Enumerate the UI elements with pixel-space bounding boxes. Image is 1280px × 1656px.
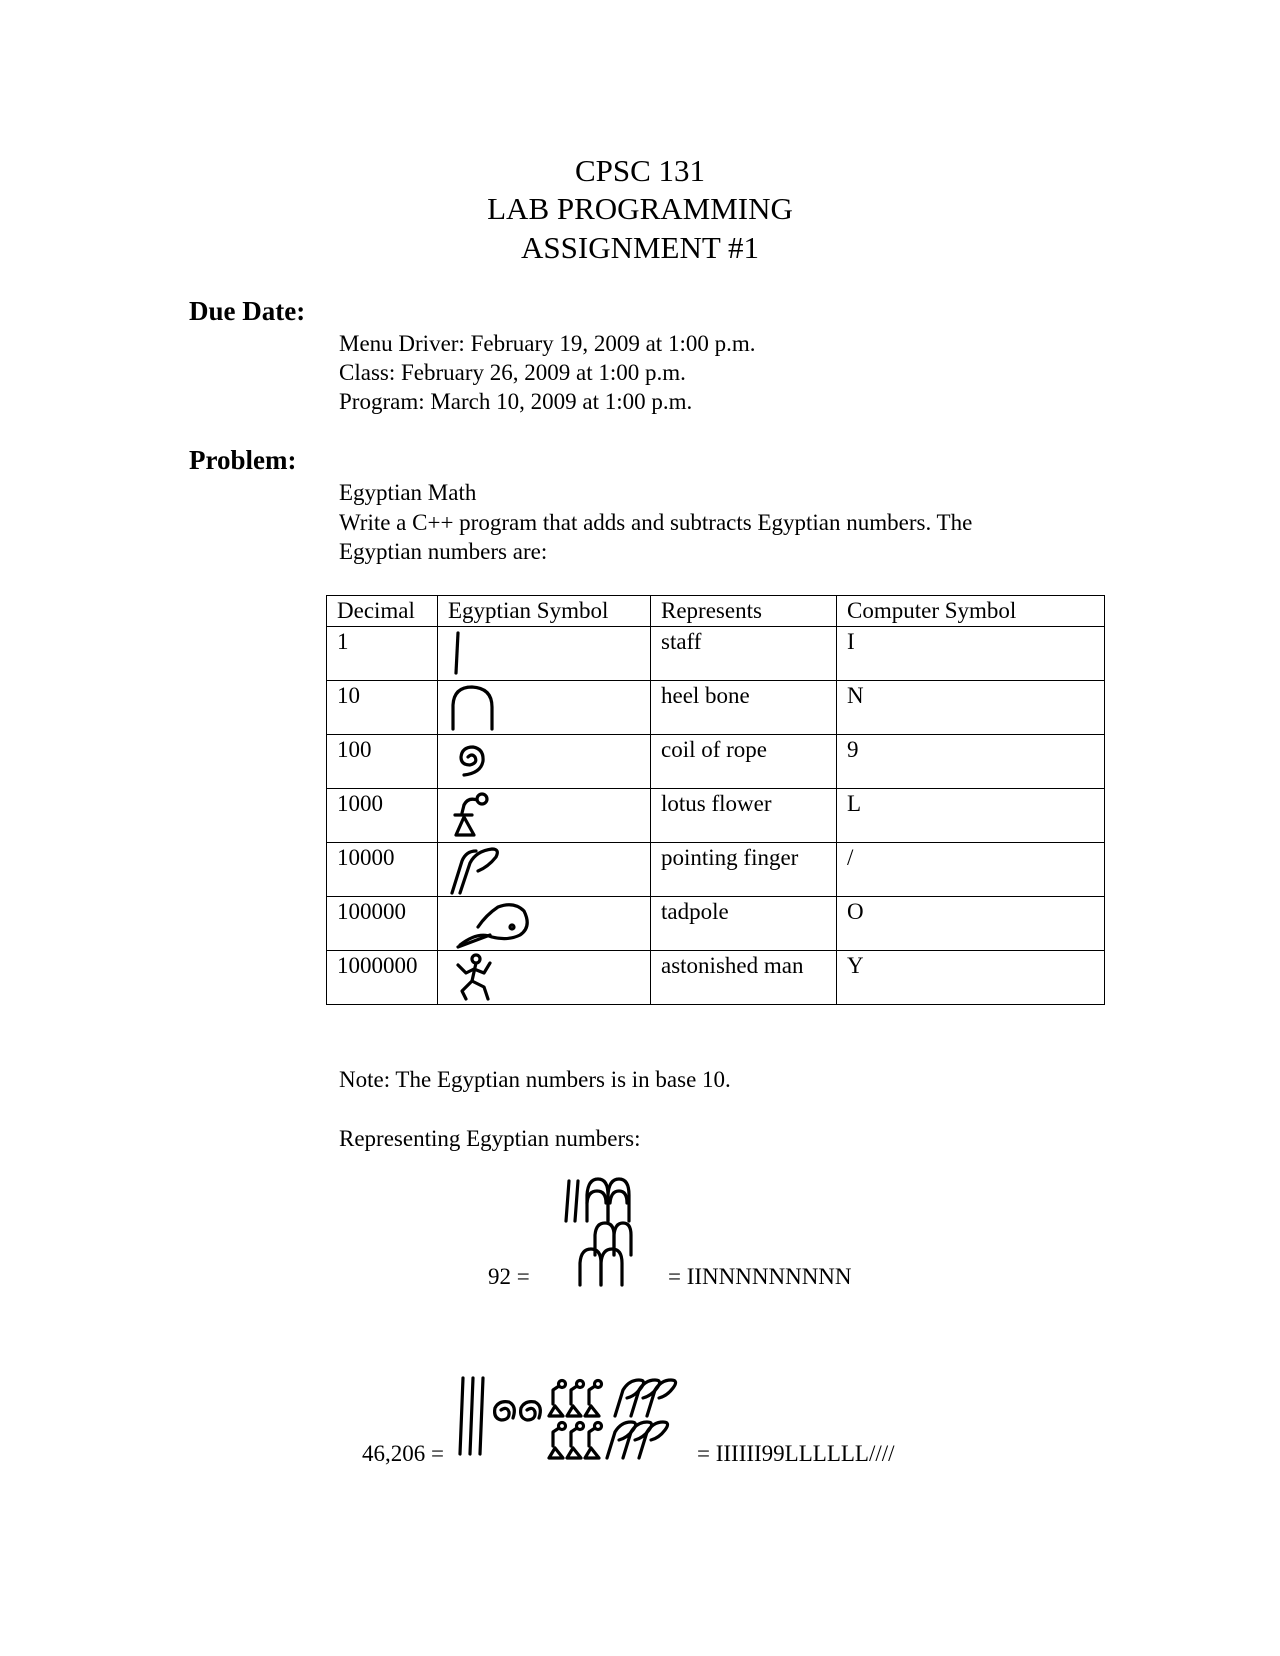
problem-text-line-1: Write a C++ program that adds and subtracts Egyptian numbers. The <box>339 510 973 535</box>
computer-symbol-cell: L <box>837 789 1105 843</box>
column-header: Represents <box>651 596 837 627</box>
decimal-cell: 1000000 <box>327 951 438 1005</box>
problem-text-line-2: Egyptian numbers are: <box>339 539 548 564</box>
problem-subtitle: Egyptian Math <box>339 480 477 505</box>
pointing-finger-icon <box>448 845 508 895</box>
computer-symbol-cell: I <box>837 627 1105 681</box>
example-92-rhs: = IINNNNNNNNN <box>668 1264 852 1289</box>
lotus-flower-icon <box>448 791 508 841</box>
column-header: Egyptian Symbol <box>438 596 651 627</box>
represents-cell: heel bone <box>651 681 837 735</box>
table-row <box>327 735 1105 789</box>
tadpole-icon <box>448 899 538 949</box>
staff-icon <box>448 629 508 679</box>
decimal-cell: 1000 <box>327 789 438 843</box>
due-date-class: Class: February 26, 2009 at 1:00 p.m. <box>339 360 686 385</box>
table-header-row <box>327 596 1105 627</box>
heel-bone-icon <box>448 683 508 733</box>
example-46206-rhs: = IIIIII99LLLLLL//// <box>697 1441 895 1466</box>
computer-symbol-cell: / <box>837 843 1105 897</box>
example-92-lhs: 92 = <box>488 1264 530 1289</box>
due-date-heading: Due Date: <box>189 296 306 326</box>
assignment-title: ASSIGNMENT #1 <box>521 230 759 265</box>
computer-symbol-cell: 9 <box>837 735 1105 789</box>
due-date-program: Program: March 10, 2009 at 1:00 p.m. <box>339 389 693 414</box>
computer-symbol-cell: Y <box>837 951 1105 1005</box>
decimal-cell: 1 <box>327 627 438 681</box>
representing-heading: Representing Egyptian numbers: <box>339 1126 641 1151</box>
table-row <box>327 681 1105 735</box>
example-46206-lhs: 46,206 = <box>362 1441 444 1466</box>
table-row <box>327 897 1105 951</box>
table-row <box>327 789 1105 843</box>
represents-cell: staff <box>651 627 837 681</box>
represents-cell: pointing finger <box>651 843 837 897</box>
decimal-cell: 10 <box>327 681 438 735</box>
represents-cell: astonished man <box>651 951 837 1005</box>
decimal-cell: 100 <box>327 735 438 789</box>
base-10-note: Note: The Egyptian numbers is in base 10. <box>339 1067 731 1092</box>
column-header: Decimal <box>327 596 438 627</box>
problem-heading: Problem: <box>189 445 297 475</box>
coil-of-rope-icon <box>448 737 508 787</box>
column-header: Computer Symbol <box>837 596 1105 627</box>
computer-symbol-cell: O <box>837 897 1105 951</box>
represents-cell: coil of rope <box>651 735 837 789</box>
hieroglyph-46206-icon <box>455 1372 695 1462</box>
lab-title: LAB PROGRAMMING <box>487 191 793 226</box>
hieroglyph-92-icon <box>560 1175 670 1290</box>
course-title: CPSC 131 <box>574 153 706 188</box>
astonished-man-icon <box>448 953 508 1003</box>
due-date-menu-driver: Menu Driver: February 19, 2009 at 1:00 p.m. <box>339 331 756 356</box>
table-row <box>327 951 1105 1005</box>
represents-cell: tadpole <box>651 897 837 951</box>
egyptian-numerals-table <box>326 595 1105 1005</box>
computer-symbol-cell: N <box>837 681 1105 735</box>
decimal-cell: 100000 <box>327 897 438 951</box>
decimal-cell: 10000 <box>327 843 438 897</box>
represents-cell: lotus flower <box>651 789 837 843</box>
table-row <box>327 843 1105 897</box>
table-row <box>327 627 1105 681</box>
